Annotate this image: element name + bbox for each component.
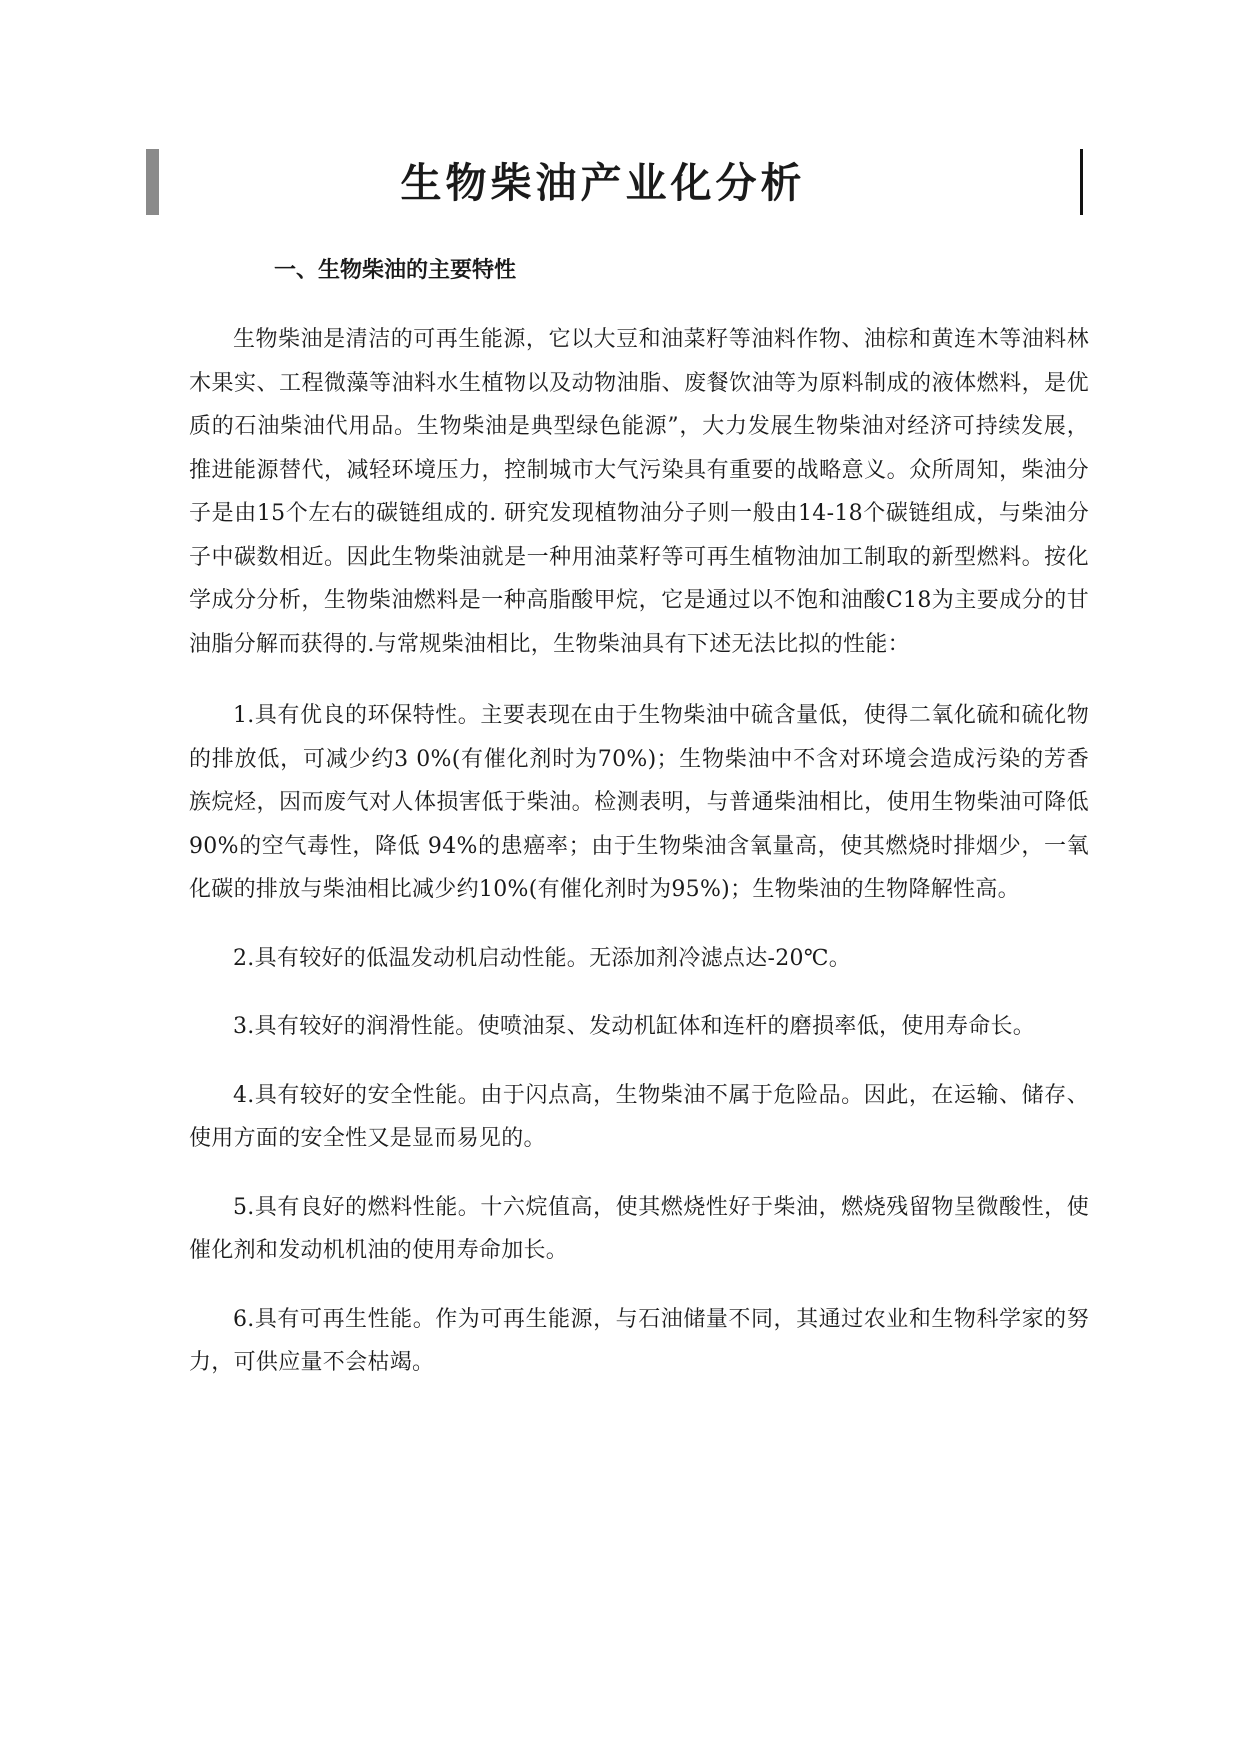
document-title: 生物柴油产业化分析 <box>400 159 806 207</box>
property-paragraph-3: 3.具有较好的润滑性能。使喷油泵、发动机缸体和连杆的磨损率低，使用寿命长。 <box>233 1014 1036 1039</box>
property-paragraph-4: 4.具有较好的安全性能。由于闪点高，生物柴油不属于危险品。因此，在运输、储存、使用方面的安全性又是显而易见的。 <box>189 1082 1089 1151</box>
property-paragraph-5: 5.具有良好的燃料性能。十六烷值高，使其燃烧性好于柴油，燃烧残留物呈微酸性，使催化剂和发动机机油的使用寿命加长。 <box>189 1194 1089 1263</box>
intro-paragraph: 生物柴油是清洁的可再生能源，它以大豆和油菜籽等油料作物、油棕和黄连木等油料林木果实、工程微藻等油料水生植物以及动物油脂、废餐饮油等为原料制成的液体燃料，是优质的石油柴油代用品。生物柴油是典型绿色能源”，大力发展生物柴油对经济可持续发展，推进能源替代，减轻环境压力，控制城市大气污染具有重要的战略意义。众所周知，柴油分子是由15个左右的碳链组成的. 研究发现植物油分子则一般由14-18个碳链组成，与柴油分子中碳数相近。因此生物柴油就是一种用油菜籽等可再生植物油加工制取的新型燃料。按化学成分分析，生物柴油燃料是一种高脂酸甲烷，它是通过以不饱和油酸C18为主要成分的甘油脂分解而获得的.与常规柴油相比，生物柴油具有下述无法比拟的性能： <box>189 327 1089 657</box>
property-paragraph-2: 2.具有较好的低温发动机启动性能。无添加剂冷滤点达-20℃。 <box>233 945 852 971</box>
property-paragraph-6: 6.具有可再生性能。作为可再生能源，与石油储量不同，其通过农业和生物科学家的努力，可供应量不会枯竭。 <box>189 1306 1089 1375</box>
section-heading: 一、生物柴油的主要特性 <box>274 257 517 283</box>
document-body <box>189 318 1089 1410</box>
property-paragraph-1: 1.具有优良的环保特性。主要表现在由于生物柴油中硫含量低，使得二氧化硫和硫化物的排放低，可减少约3 0%(有催化剂时为70%)；生物柴油中不含对环境会造成污染的芳香族烷烃，因而废气对人体损害低于柴油。检测表明，与普通柴油相比，使用生物柴油可降低90%的空气毒性，降低 94%的患癌率；由于生物柴油含氧量高，使其燃烧时排烟少，一氧化碳的排放与柴油相比减少约10%(有催化剂时为95%)；生物柴油的生物降解性高。 <box>189 703 1089 902</box>
title-right-rule <box>1080 149 1083 215</box>
